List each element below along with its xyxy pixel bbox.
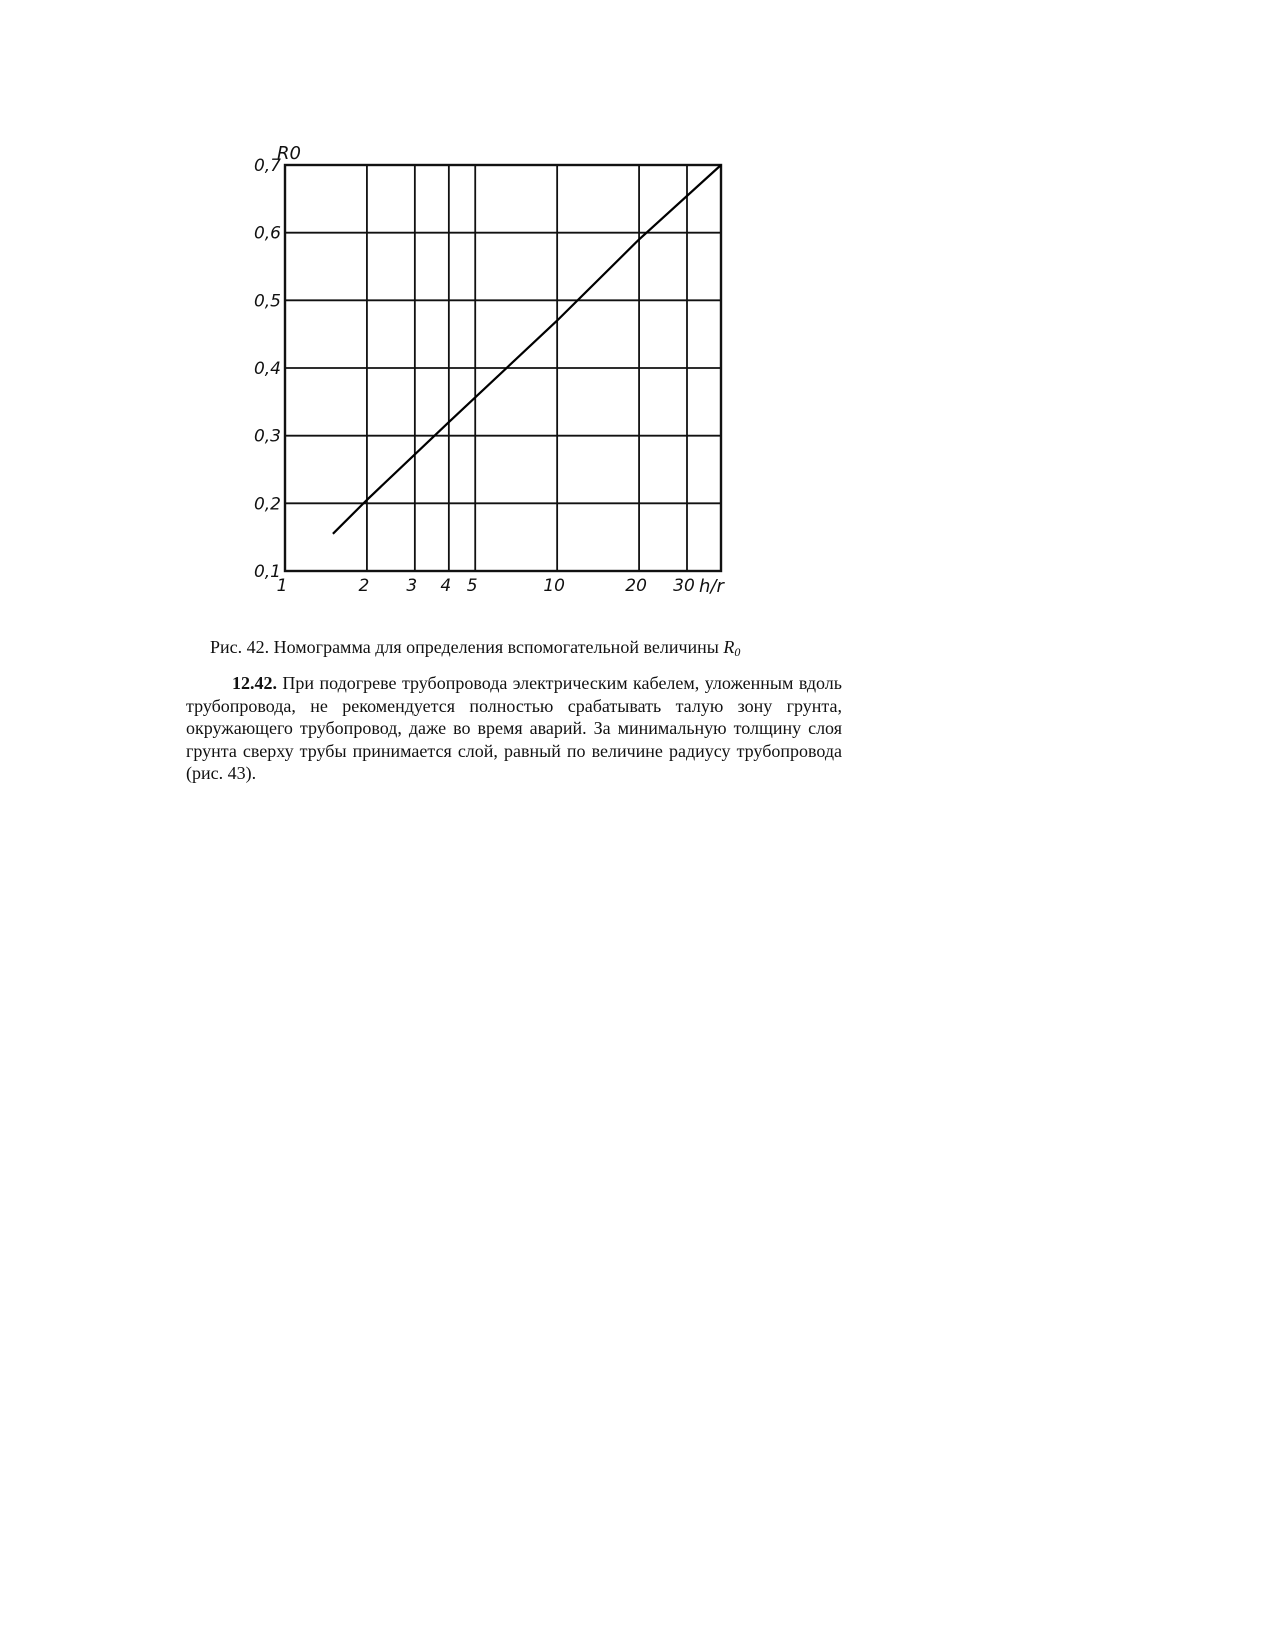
y-tick-label: 0,7 <box>253 156 281 176</box>
nomogram-chart <box>240 135 780 625</box>
y-tick-label: 0,5 <box>253 291 281 312</box>
y-tick-label: 0,4 <box>253 359 281 379</box>
y-axis-label: R0 <box>277 143 301 164</box>
series-line <box>333 165 721 534</box>
caption-subscript: 0 <box>734 645 741 659</box>
figure-caption <box>210 636 850 663</box>
x-tick-label: 20 <box>625 576 647 596</box>
y-tick-label: 0,6 <box>253 223 281 244</box>
x-axis-label: h/r <box>699 576 724 597</box>
caption-text: Рис. 42. Номограмма для определения вспомогательной величины <box>210 637 724 657</box>
series-lines <box>333 165 721 534</box>
body-paragraph <box>186 672 842 785</box>
y-tick-label: 0,1 <box>253 562 281 582</box>
paragraph-text: При подогреве трубопровода электрическим кабелем, уложенным вдоль трубопровода, не рекомендуется полностью срабатывать талую зону грунта, окружающего трубопровод, даже во время аварий. За минимальную толщину слоя грунта сверху трубы принимается слой, равный по величине радиусу трубопровода (рис. 43). <box>186 673 842 783</box>
grid-lines <box>285 165 721 571</box>
x-tick-label: 30 <box>673 576 695 596</box>
nomogram-figure <box>240 135 780 625</box>
y-tick-label: 0,2 <box>253 494 281 515</box>
paragraph-number: 12.42. <box>232 673 277 693</box>
x-tick-label: 2 <box>358 576 370 596</box>
x-tick-label: 1 <box>276 576 288 596</box>
y-tick-label: 0,3 <box>253 426 281 447</box>
caption-symbol: R <box>723 637 735 657</box>
x-tick-label: 3 <box>406 576 418 596</box>
x-tick-label: 5 <box>466 576 478 596</box>
x-tick-label: 4 <box>440 576 452 596</box>
x-tick-label: 10 <box>543 576 565 596</box>
